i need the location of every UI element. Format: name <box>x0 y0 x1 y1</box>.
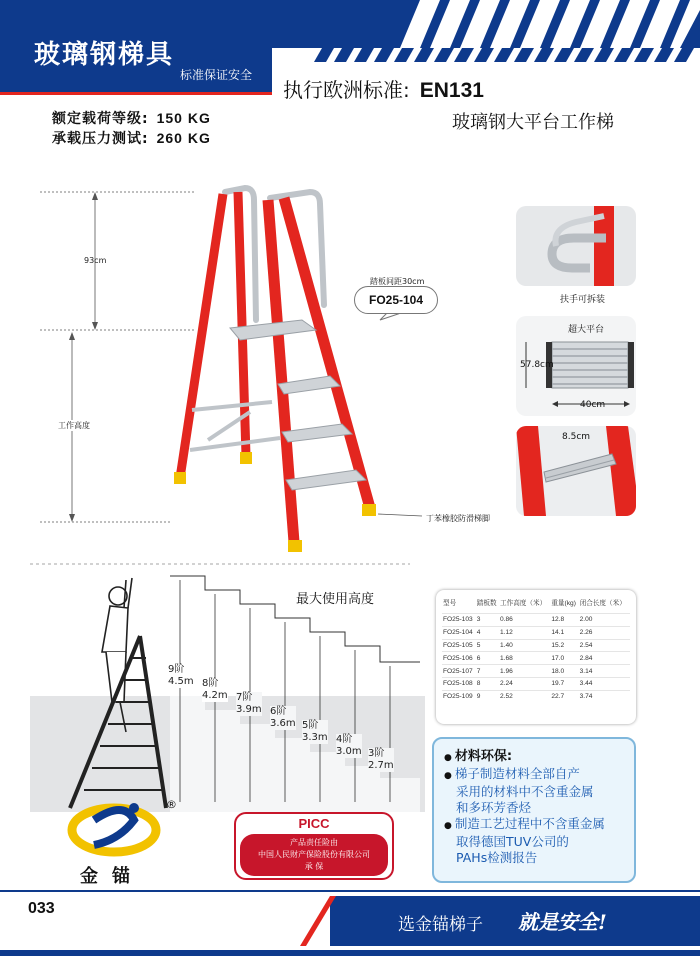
table-cell: FO25-106 <box>442 652 476 665</box>
table-row <box>442 626 630 639</box>
table-cell: 1.40 <box>499 639 550 652</box>
standard-code: EN131 <box>419 79 484 102</box>
table-cell: 1.68 <box>499 652 550 665</box>
table-cell: 3.14 <box>579 665 630 678</box>
table-cell: 1.12 <box>499 626 550 639</box>
table-row <box>442 677 630 690</box>
table-cell: 6 <box>476 652 499 665</box>
spec-table <box>436 590 636 724</box>
table-cell: FO25-107 <box>442 665 476 678</box>
level-5-steps: 5阶 <box>302 720 319 731</box>
ladder-diagram <box>40 170 460 560</box>
level-6-steps: 6阶 <box>270 706 287 717</box>
page-title: 玻璃钢梯具 <box>34 40 175 70</box>
level-9-steps: 9阶 <box>168 664 185 675</box>
load-label: 额定载荷等级: <box>52 111 149 127</box>
picc-name: PICC <box>298 816 330 831</box>
dim-work-height: 工作高度 <box>58 421 90 430</box>
level-4 <box>336 734 362 758</box>
table-cell: 0.86 <box>499 614 550 627</box>
level-7-height: 3.9m <box>236 704 262 715</box>
level-7-steps: 7阶 <box>236 692 253 703</box>
picc-line3: 承 保 <box>304 862 324 871</box>
platform-depth: 57.8cm <box>520 360 554 370</box>
table-row <box>442 639 630 652</box>
table-cell: 3 <box>476 614 499 627</box>
table-cell: 2.54 <box>579 639 630 652</box>
header-subtitle: 标准保证安全 <box>180 68 253 82</box>
material-line <box>444 766 624 784</box>
table-cell: 2.52 <box>499 690 550 702</box>
handrail-caption: 扶手可拆装 <box>560 295 606 305</box>
material-line-text: 梯子制造材料全部自产 <box>454 766 580 781</box>
table-cell: 2.00 <box>579 614 630 627</box>
product-name: 玻璃钢大平台工作梯 <box>452 112 614 133</box>
material-line: PAHs检测报告 <box>456 850 538 865</box>
standard-label: 执行欧洲标准: <box>283 78 410 102</box>
level-4-steps: 4阶 <box>336 734 353 745</box>
page-number: 033 <box>28 900 55 917</box>
table-cell: 8 <box>476 677 499 690</box>
table-header: 重量(kg) <box>551 600 576 607</box>
level-8 <box>202 678 228 702</box>
load-spec <box>52 108 211 128</box>
table-cell: 4 <box>476 626 499 639</box>
table-header: 闭合长度（米） <box>579 600 626 607</box>
table-cell: 9 <box>476 690 499 702</box>
table-cell: 22.7 <box>550 690 578 702</box>
material-line <box>444 816 624 834</box>
platform-title: 超大平台 <box>568 325 605 335</box>
table-row <box>442 665 630 678</box>
level-7 <box>236 692 262 716</box>
level-3-steps: 3阶 <box>368 748 385 759</box>
bullet-icon: ● <box>444 753 452 763</box>
level-9-height: 4.5m <box>168 676 194 687</box>
table-cell: FO25-105 <box>442 639 476 652</box>
material-line: 和多环芳香烃 <box>456 800 532 815</box>
level-3 <box>368 748 394 772</box>
picc-badge <box>234 812 394 880</box>
level-9 <box>168 664 194 688</box>
table-cell: FO25-109 <box>442 690 476 702</box>
level-5-height: 3.3m <box>302 732 328 743</box>
table-cell: 7 <box>476 665 499 678</box>
table-row <box>442 652 630 665</box>
material-line: 采用的材料中不含重金属 <box>456 784 594 799</box>
footer-slogan-emphasis: 就是安全! <box>518 910 607 934</box>
table-cell: 17.0 <box>550 652 578 665</box>
table-cell: 5 <box>476 639 499 652</box>
level-8-steps: 8阶 <box>202 678 219 689</box>
material-title: 材料环保: <box>454 749 513 764</box>
load-value: 150 KG <box>156 110 211 126</box>
table-cell: FO25-108 <box>442 677 476 690</box>
table-cell: 12.8 <box>550 614 578 627</box>
table-cell: FO25-104 <box>442 626 476 639</box>
platform-width: 40cm <box>580 400 606 410</box>
table-cell: 19.7 <box>550 677 578 690</box>
pressure-value: 260 KG <box>156 130 211 146</box>
level-5 <box>302 720 328 744</box>
picc-line1: 产品责任险由 <box>290 838 338 847</box>
table-header: 工作高度（米） <box>500 600 547 607</box>
pressure-spec <box>52 128 211 148</box>
max-height-title: 最大使用高度 <box>296 592 375 607</box>
table-row <box>442 690 630 702</box>
table-cell: 14.1 <box>550 626 578 639</box>
table-header-row <box>442 594 630 614</box>
table-row <box>442 614 630 627</box>
handrail-hook-icon <box>516 206 636 286</box>
picc-line2: 中国人民财产保险股份有限公司 <box>258 850 370 859</box>
standard-line <box>283 74 484 103</box>
bullet-icon: ● <box>444 771 452 781</box>
table-cell: 15.2 <box>550 639 578 652</box>
step-spacing-label: 踏板间距30cm <box>370 277 425 286</box>
table-cell: 3.44 <box>579 677 630 690</box>
picc-body <box>240 834 388 876</box>
level-4-height: 3.0m <box>336 746 362 757</box>
step-width: 8.5cm <box>562 432 591 442</box>
table-header: 踏板数 <box>476 600 497 607</box>
material-line: 取得德国TUV公司的 <box>456 834 569 849</box>
bullet-icon: ● <box>444 821 452 831</box>
pressure-label: 承载压力测试: <box>52 131 149 147</box>
table-cell: FO25-103 <box>442 614 476 627</box>
level-6 <box>270 706 296 730</box>
table-cell: 2.24 <box>499 677 550 690</box>
brand-name: 金锚 <box>80 866 144 887</box>
material-box <box>432 737 636 883</box>
table-cell: 18.0 <box>550 665 578 678</box>
level-6-height: 3.6m <box>270 718 296 729</box>
table-cell: 3.74 <box>579 690 630 702</box>
level-3-height: 2.7m <box>368 760 394 771</box>
table-cell: 2.84 <box>579 652 630 665</box>
model-callout: FO25-104 <box>354 286 438 314</box>
dim-93: 93cm <box>84 256 107 265</box>
table-cell: 1.96 <box>499 665 550 678</box>
registered-mark: ® <box>166 798 177 811</box>
level-8-height: 4.2m <box>202 690 228 701</box>
material-line-text: 制造工艺过程中不含重金属 <box>454 816 605 831</box>
table-header: 型号 <box>443 600 457 607</box>
table-cell: 2.26 <box>579 626 630 639</box>
footer-slogan: 选金锚梯子 <box>398 915 483 935</box>
foot-note: 丁苯橡胶防滑梯脚 <box>426 514 490 523</box>
handrail-photo <box>516 206 636 286</box>
